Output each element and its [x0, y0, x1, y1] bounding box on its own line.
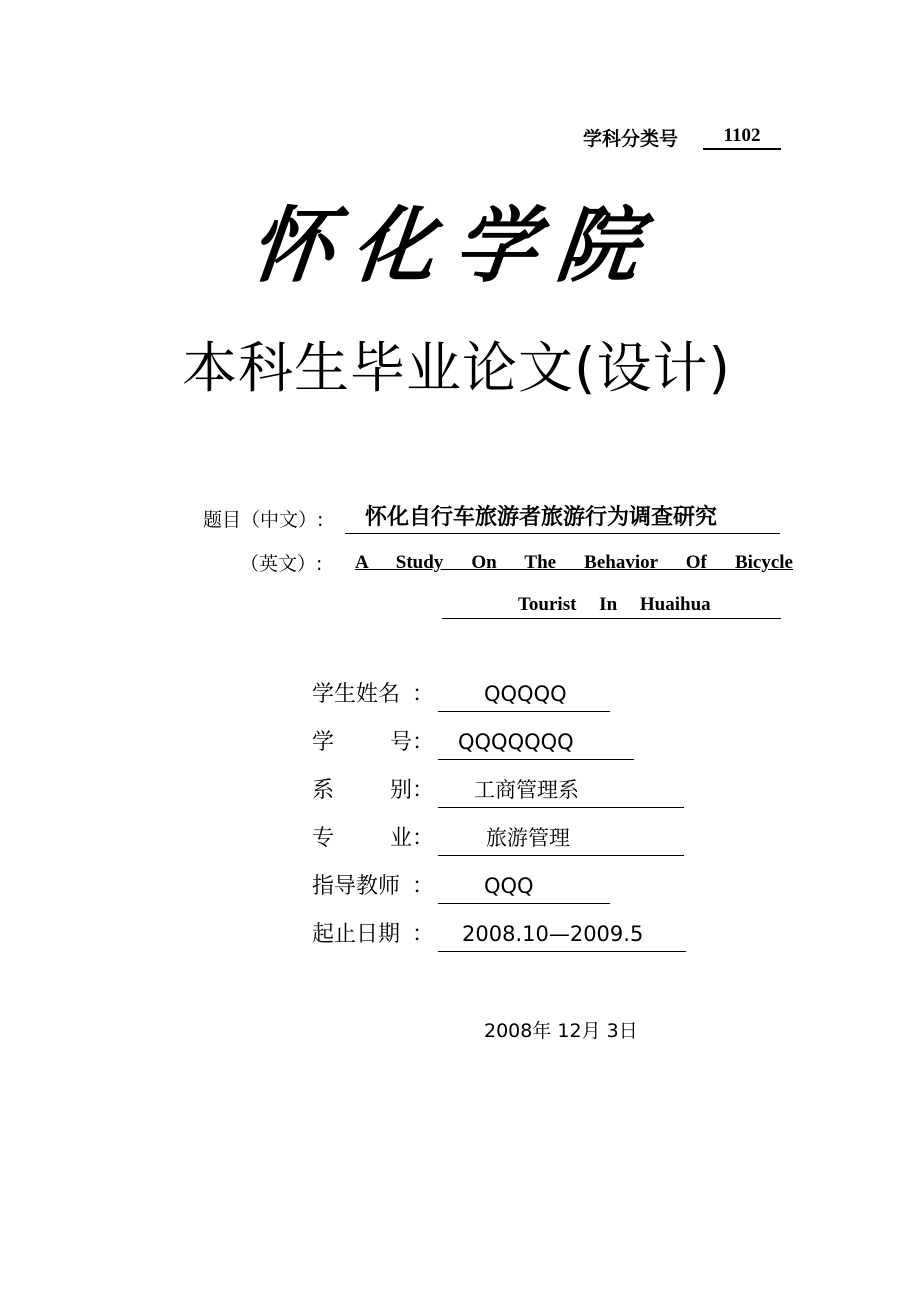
student-id-label: 学号: [312, 730, 412, 755]
submission-date: 2008年 12月 3日: [484, 1020, 638, 1042]
student-name-value: QQQQQ: [438, 678, 610, 712]
classification-label: 学科分类号: [583, 128, 679, 150]
student-id-value: QQQQQQQ: [438, 726, 634, 760]
topic-english-value-line2: Tourist In Huaihua: [442, 592, 781, 619]
major-value: 旅游管理: [438, 822, 684, 856]
colon: ：: [412, 730, 435, 755]
topic-english-label: （英文）:: [240, 553, 323, 575]
topic-english-value-line1: A Study On The Behavior Of Bicycle: [355, 552, 793, 573]
colon: ：: [412, 922, 435, 947]
colon: ：: [412, 778, 435, 803]
major-label: 专业: [312, 826, 412, 851]
student-name-label: 学生姓名: [312, 682, 401, 707]
school-name-calligraphy: 怀化学院: [245, 198, 665, 294]
colon: ：: [412, 682, 435, 707]
document-title: 本科生毕业论文(设计): [182, 336, 731, 400]
advisor-label: 指导教师: [312, 874, 401, 899]
period-value: 2008.10—2009.5: [438, 918, 686, 952]
classification-number: 1102: [703, 124, 781, 150]
topic-chinese-value: 怀化自行车旅游者旅游行为调查研究: [345, 503, 780, 534]
topic-chinese-label: 题目（中文）:: [203, 509, 324, 531]
colon: ：: [412, 874, 435, 899]
colon: ：: [412, 826, 435, 851]
advisor-value: QQQ: [438, 870, 610, 904]
department-value: 工商管理系: [438, 774, 684, 808]
department-label: 系别: [312, 778, 412, 803]
period-label: 起止日期: [312, 922, 401, 947]
